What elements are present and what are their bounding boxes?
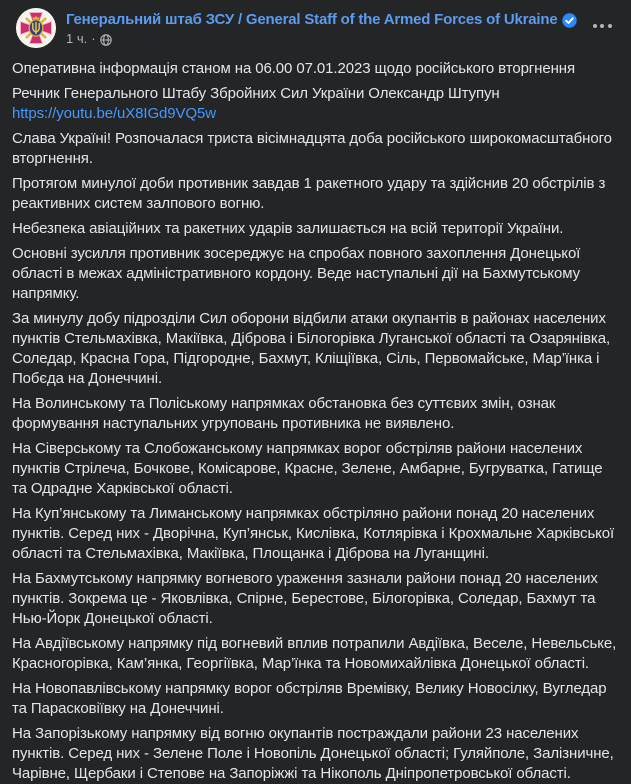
timestamp[interactable]: 1 ч.: [66, 31, 88, 46]
paragraph-text: Основні зусилля противник зосереджує на спробах повного захоплення Донецької області в межах адміністративного кордону. Веде наступальні дії на Бахмутському напрямку.: [12, 245, 581, 302]
post-paragraph: [12, 84, 618, 124]
paragraph-text: На Сіверському та Слобожанському напрямках ворог обстріляв райони населених пунктів Стрілеча, Бочкове, Комісарове, Красне, Зелене, Амбарне, Бугруватка, Гатище та Одрадне Харківської області.: [12, 440, 603, 497]
post-body: [0, 48, 631, 784]
post-paragraph: [12, 394, 618, 434]
post-paragraph: [12, 219, 618, 239]
post-header: [0, 0, 631, 48]
post-paragraph: [12, 129, 618, 169]
post-paragraph: [12, 679, 618, 719]
paragraph-text: Оперативна інформація станом на 06.00 07.01.2023 щодо російського вторгнення: [12, 60, 575, 77]
paragraph-text: На Авдіївському напрямку під вогневий вплив потрапили Авдіївка, Веселе, Невельське, Красногорівка, Кам’янка, Георгіївка, Мар’їнка та Новомихайлівка Донецької області.: [12, 635, 617, 672]
post-header-text: [66, 8, 577, 47]
post-paragraph: [12, 439, 618, 499]
ellipsis-icon: [608, 24, 612, 28]
paragraph-text: Небезпека авіаційних та ракетних ударів залишається на всій території України.: [12, 220, 564, 237]
general-staff-emblem-icon: [16, 8, 56, 48]
meta-separator: ·: [91, 31, 96, 46]
verified-badge-icon: [562, 13, 577, 28]
ellipsis-icon: [600, 24, 604, 28]
paragraph-text: Слава Україні! Розпочалася триста вісімнадцята доба російського широкомасштабного вторгнення.: [12, 130, 612, 167]
paragraph-text: На Волинському та Поліському напрямках обстановка без суттєвих змін, ознак формування наступальних угруповань противника не виявлено.: [12, 395, 556, 432]
post-paragraph: [12, 504, 618, 564]
page-avatar[interactable]: [16, 8, 56, 48]
paragraph-text: Протягом минулої доби противник завдав 1 ракетного удару та здійснив 20 обстрілів з реактивних систем залпового вогню.: [12, 175, 606, 212]
post-paragraph: [12, 569, 618, 629]
post-paragraph: [12, 724, 618, 784]
post-paragraph: [12, 309, 618, 389]
globe-icon: [100, 34, 112, 46]
page-name-link[interactable]: Генеральний штаб ЗСУ / General Staff of the Armed Forces of Ukraine: [66, 11, 558, 28]
paragraph-text: На Бахмутському напрямку вогневого ураження зазнали райони понад 20 населених пунктів. Зокрема це - Яковлівка, Спірне, Берестове, Білогорівка, Соледар, Бахмут та Нью-Йорк Донецької області.: [12, 570, 598, 627]
post-paragraph: [12, 174, 618, 214]
ellipsis-icon: [593, 24, 597, 28]
paragraph-text: На Запорізькому напрямку від вогню окупантів постраждали райони 23 населених пунктів. Серед них - Зелене Поле і Новопіль Донецької області; Гуляйполе, Залізничне, Чарівне, Щербаки і Степове на Запоріжжі та Нікополь Дніпропетровської області.: [12, 725, 614, 782]
author-line: [66, 10, 577, 29]
paragraph-text: На Новопавлівському напрямку ворог обстріляв Времівку, Велику Новосілку, Вугледар та Парасковіївку на Донеччині.: [12, 680, 607, 717]
post-paragraph: [12, 634, 618, 674]
youtube-link[interactable]: https://youtu.be/uX8IGd9VQ5w: [12, 105, 216, 122]
post-paragraph: [12, 244, 618, 304]
post-meta: [66, 31, 577, 47]
post-paragraph: [12, 59, 618, 79]
paragraph-text: За минулу добу підрозділи Сил оборони відбили атаки окупантів в районах населених пунктів Стельмахівка, Макіївка, Діброва і Білогорівка Луганської області та Озарянівка, Соледар, Красна Гора, Підгородне, Бахмут, Кліщіївка, Сіль, Первомайське, Мар’їнка і Побєда на Донеччині.: [12, 310, 611, 387]
paragraph-text: Речник Генерального Штабу Збройних Сил України Олександр Штупун: [12, 85, 500, 102]
paragraph-text: На Куп’янському та Лиманському напрямках обстріляно райони понад 20 населених пунктів. Серед них - Дворічна, Куп’янськ, Кислівка, Котлярівка і Крохмальне Харківської області та Стельмахівка, Макіївка, Площанка і Діброва на Луганщині.: [12, 505, 615, 562]
more-options-button[interactable]: [585, 13, 619, 39]
